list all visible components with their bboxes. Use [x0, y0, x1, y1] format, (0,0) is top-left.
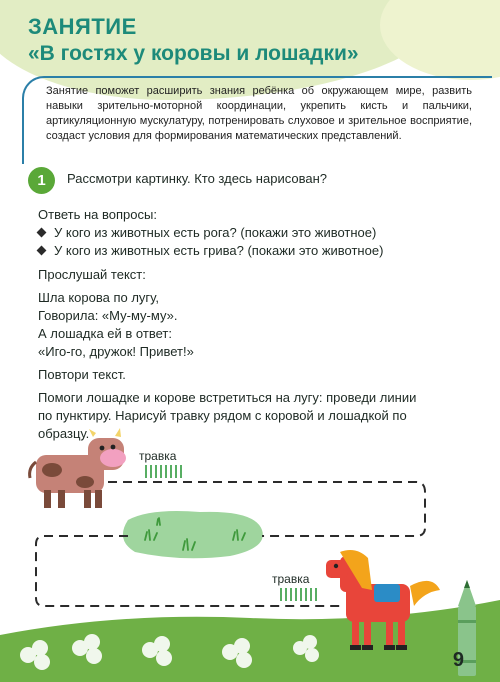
poem-line: «Иго-го, дружок! Привет!»	[38, 344, 194, 359]
question-item	[38, 224, 376, 242]
question-item	[38, 242, 383, 260]
grass-label-cow: травка	[139, 449, 177, 463]
header-decor	[380, 0, 500, 80]
poem-line: А лошадка ей в ответ:	[38, 326, 172, 341]
grass-label-horse: травка	[272, 572, 310, 586]
cow-illustration	[30, 428, 126, 508]
meadow	[123, 511, 263, 558]
intro-text: Занятие поможет расширить знания ребёнка об окружающем мире, развить навыки зрительно-моторной координации, укрепить кисть и пальчики, артикуляционную мускулатуру, потренировать слуховое и зрительное восприятие, создаст условия для формирования математических представлений.	[46, 85, 472, 142]
task-title: Рассмотри картинку. Кто здесь нарисован?	[67, 171, 327, 186]
ground	[0, 600, 500, 682]
bullet-icon	[37, 228, 47, 238]
grass-sample-horse	[281, 588, 316, 601]
task-number-badge: 1	[28, 167, 55, 194]
bullet-icon	[37, 246, 47, 256]
activity-illustration	[0, 420, 500, 682]
repeat-prompt: Повтори текст.	[38, 367, 126, 382]
instruction-line: Помоги лошадке и корове встретиться на лугу: проведи линии	[38, 390, 417, 405]
lesson-title: «В гостях у коровы и лошадки»	[28, 42, 359, 65]
poem-line: Говорила: «Му-му-му».	[38, 308, 178, 323]
lesson-label: ЗАНЯТИЕ	[28, 14, 137, 39]
grass-sample-cow	[146, 465, 181, 478]
answer-prompt: Ответь на вопросы:	[38, 207, 157, 222]
question-text: У кого из животных есть рога? (покажи это животное)	[54, 225, 377, 240]
instruction-line: по пунктиру. Нарисуй травку рядом с коровой и лошадкой по	[38, 408, 407, 423]
page-number: 9	[452, 649, 464, 671]
question-text: У кого из животных есть грива? (покажи это животное)	[54, 243, 384, 258]
poem-line: Шла корова по лугу,	[38, 290, 159, 305]
instruction-line: образцу.	[38, 426, 90, 441]
listen-prompt: Прослушай текст:	[38, 267, 146, 282]
